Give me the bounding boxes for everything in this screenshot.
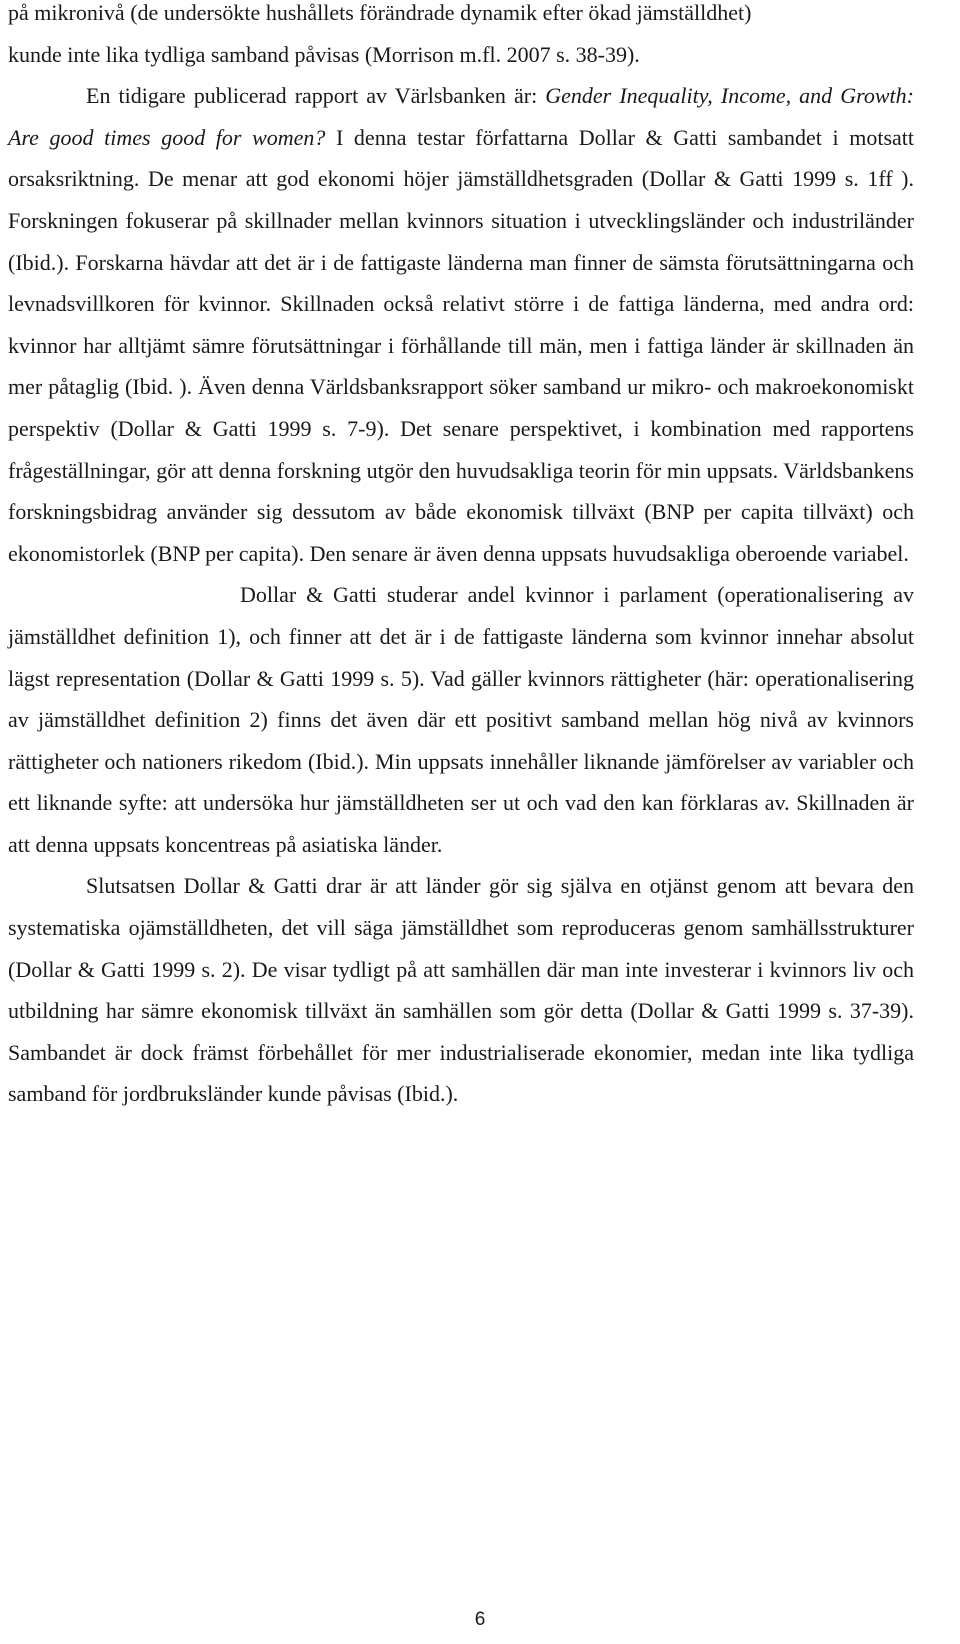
paragraph-1-line-1: på mikronivå (de undersökte hushållets förändrade dynamik efter ökad jämställdhet) [8, 0, 752, 25]
paragraph-world-bank-report [8, 75, 914, 574]
document-page [8, 0, 914, 1115]
paragraph-parliament-comparison [8, 574, 914, 865]
paragraph-continued [8, 0, 914, 75]
paragraph-4-body: Slutsatsen Dollar & Gatti drar är att länder gör sig själva en otjänst genom att bevara den systematiska ojämställdheten, det vill säga jämställdhet som reproduceras genom samhällsstrukturer (Dollar & Gatti 1999 s. 2). De visar tydligt på att samhällen där man inte investerar i kvinnors liv och utbildning har sämre ekonomisk tillväxt än samhällen som gör detta (Dollar & Gatti 1999 s. 37-39). Sambandet är dock främst förbehållet för mer industrialiserade ekonomier, medan inte lika tydliga samband för jordbruksländer kunde påvisas (Ibid.). [8, 873, 914, 1107]
paragraph-2-body: I denna testar författarna Dollar & Gatti sambandet i motsatt orsaksriktning. De menar att god ekonomi höjer jämställdhetsgraden (Dollar & Gatti 1999 s. 1ff ). Forskningen fokuserar på skillnader mellan kvinnors situation i utvecklingsländer och industriländer (Ibid.). Forskarna hävdar att det är i de fattigaste länderna man finner de sämsta förutsättningarna och levnadsvillkoren för kvinnor. Skillnaden också relativt större i de fattiga länderna, med andra ord: kvinnor har alltjämt sämre förutsättningar i förhållande till män, men i fattiga länder är skillnaden än mer påtaglig (Ibid. ). Även denna Världsbanksrapport söker samband ur mikro- och makroekonomiskt perspektiv (Dollar & Gatti 1999 s. 7-9). Det senare perspektivet, i kombination med rapportens frågeställningar, gör att denna forskning utgör den huvudsakliga teorin för min uppsats. Världsbankens forskningsbidrag använder sig dessutom av både ekonomisk tillväxt (BNP per capita tillväxt) och ekonomistorlek (BNP per capita). Den senare är även denna uppsats huvudsakliga oberoende variabel. [8, 124, 915, 566]
page-number: 6 [474, 1609, 486, 1630]
report-title: Gender Inequality, Income, and Growth: Are good times good for women? [8, 83, 914, 150]
paragraph-conclusion [8, 865, 914, 1115]
paragraph-1-line-2: kunde inte lika tydliga samband påvisas (Morrison m.fl. 2007 s. 38-39). [8, 41, 640, 67]
paragraph-2-intro: En tidigare publicerad rapport av Värlsbanken är: [86, 83, 546, 109]
paragraph-3-body: Dollar & Gatti studerar andel kvinnor i parlament (operationalisering av jämställdhet definition 1), och finner att det är i de fattigaste länderna som kvinnor innehar absolut lägst representation (Dollar & Gatti 1999 s. 5). Vad gäller kvinnors rättigheter (här: operationalisering av jämställdhet definition 2) finns det även där ett positivt samband mellan hög nivå av kvinnors rättigheter och nationers rikedom (Ibid.). Min uppsats innehåller liknande jämförelser av variabler och ett liknande syfte: att undersöka hur jämställdheten ser ut och vad den kan förklaras av. Skillnaden är att denna uppsats koncentreas på asiatiska länder. [8, 582, 914, 857]
